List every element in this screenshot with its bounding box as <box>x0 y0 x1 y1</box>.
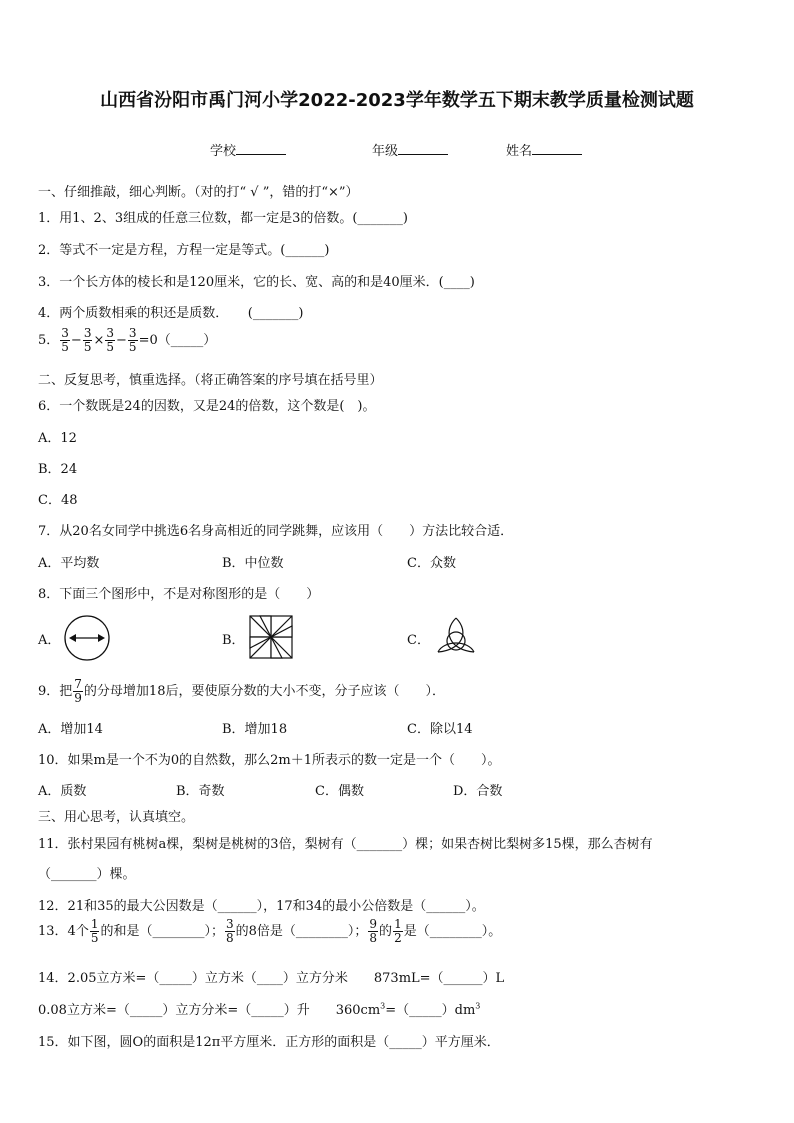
question-10: 10．如果m是一个不为0的自然数，那么2m＋1所表示的数一定是一个（ ）。 <box>38 753 501 768</box>
circle-arrow-figure <box>63 614 111 662</box>
question-14-line-1: 14．2.05立方米=（_____）立方米（____）立方分米 873mL=（______）L <box>38 971 505 986</box>
question-9 <box>38 678 445 705</box>
q5-number: 5． <box>38 333 60 349</box>
q5-fraction-1: $\frac{3}{5}$ <box>61 326 69 355</box>
q10-option-a[interactable]: A．质数 <box>38 784 87 799</box>
grade-field <box>372 140 448 159</box>
section-3-heading: 三、用心思考，认真填空。 <box>38 810 195 825</box>
q9-fraction: $\frac{7}{9}$ <box>74 677 82 706</box>
page-title: 山西省汾阳市禹门河小学2022-2023学年数学五下期末教学质量检测试题 <box>100 90 694 111</box>
q9-post: 的分母增加18后，要使原分数的大小不变，分子应该（ ）． <box>83 684 445 700</box>
q5-op-2: × <box>93 333 105 349</box>
question-14-line-2: 0.08立方米=（_____）立方分米=（_____）升 $360cm^3=(\_\_\_\_\_)dm^3$ <box>38 1001 481 1018</box>
question-11-line-2: （_______）棵。 <box>38 867 136 882</box>
q8-option-b[interactable]: B． <box>222 633 245 648</box>
section-1-heading: 一、仔细推敲，细心判断。（对的打“ √ ”，错的打“×”） <box>38 185 359 200</box>
question-11-line-1: 11．张村果园有桃树a棵，梨树是桃树的3倍，梨树有（_______）棵；如果杏树比梨树多15棵，那么杏树有 <box>38 837 653 852</box>
question-15: 15．如下图，圆O的面积是12π平方厘米．正方形的面积是（_____）平方厘米． <box>38 1035 500 1050</box>
name-field <box>506 140 582 159</box>
school-blank[interactable] <box>236 142 286 155</box>
q9-option-a[interactable]: A．增加14 <box>38 722 103 737</box>
q10-option-d[interactable]: D．合数 <box>453 784 503 799</box>
q6-option-a[interactable]: A．12 <box>38 431 77 446</box>
q6-option-c[interactable]: C．48 <box>38 493 78 508</box>
q9-pre: 9．把 <box>38 684 73 700</box>
q13-fraction-4: $\frac{1}{2}$ <box>394 917 402 946</box>
question-4: 4．两个质数相乘的积还是质数． (_______) <box>38 306 304 321</box>
q5-op-3: − <box>116 333 127 349</box>
q6-option-b[interactable]: B．24 <box>38 462 78 477</box>
school-label: 学校 <box>210 144 237 159</box>
q7-option-b[interactable]: B．中位数 <box>222 556 284 571</box>
q5-fraction-4: $\frac{3}{5}$ <box>128 326 137 355</box>
name-blank[interactable] <box>532 142 582 155</box>
q9-option-b[interactable]: B．增加18 <box>222 722 288 737</box>
question-6: 6．一个数既是24的因数，又是24的倍数，这个数是( )。 <box>38 399 376 414</box>
q13-fraction-1: $\frac{1}{5}$ <box>90 917 99 946</box>
q5-op-1: − <box>70 333 82 349</box>
q13-fraction-2: $\frac{3}{8}$ <box>225 917 234 946</box>
q10-option-c[interactable]: C．偶数 <box>315 784 364 799</box>
question-12: 12．21和35的最大公因数是（______），17和34的最小公倍数是（______）。 <box>38 899 485 914</box>
question-7: 7．从20名女同学中挑选6名身高相近的同学跳舞，应该用（ ）方法比较合适． <box>38 524 514 539</box>
pinwheel-figure <box>248 614 294 660</box>
name-label: 姓名 <box>506 144 533 159</box>
q10-option-b[interactable]: B．奇数 <box>176 784 225 799</box>
question-8: 8．下面三个图形中，不是对称图形的是（ ） <box>38 587 320 602</box>
grade-label: 年级 <box>372 144 399 159</box>
q8-option-c[interactable]: C． <box>407 633 430 648</box>
q7-option-c[interactable]: C．众数 <box>407 556 456 571</box>
q5-fraction-3: $\frac{3}{5}$ <box>106 326 115 355</box>
q13-fraction-3: $\frac{9}{8}$ <box>369 917 378 946</box>
school-field <box>210 140 286 159</box>
q5-fraction-2: $\frac{3}{5}$ <box>83 326 92 355</box>
question-5 <box>38 327 216 354</box>
section-2-heading: 二、反复思考，慎重选择。（将正确答案的序号填在括号里） <box>38 373 383 388</box>
question-1: 1．用1、2、3组成的任意三位数，都一定是3的倍数。(_______) <box>38 211 408 226</box>
q7-option-a[interactable]: A．平均数 <box>38 556 100 571</box>
question-2: 2．等式不一定是方程，方程一定是等式。(______) <box>38 243 330 258</box>
q8-option-a[interactable]: A． <box>38 633 61 648</box>
grade-blank[interactable] <box>398 142 448 155</box>
triquetra-figure <box>432 614 480 660</box>
q9-option-c[interactable]: C．除以14 <box>407 722 473 737</box>
question-13: 13．4个 $\frac{1}{5}$ 的和是（________）； $\frac{3}{8}$ 的8倍是（________）； $\frac{9}{8}$ 的 $\frac{1}{2}$ 是（________）。 <box>38 917 502 946</box>
q5-tail: =0（_____） <box>138 333 217 349</box>
question-3: 3．一个长方体的棱长和是120厘米，它的长、宽、高的和是40厘米．(____) <box>38 275 475 290</box>
